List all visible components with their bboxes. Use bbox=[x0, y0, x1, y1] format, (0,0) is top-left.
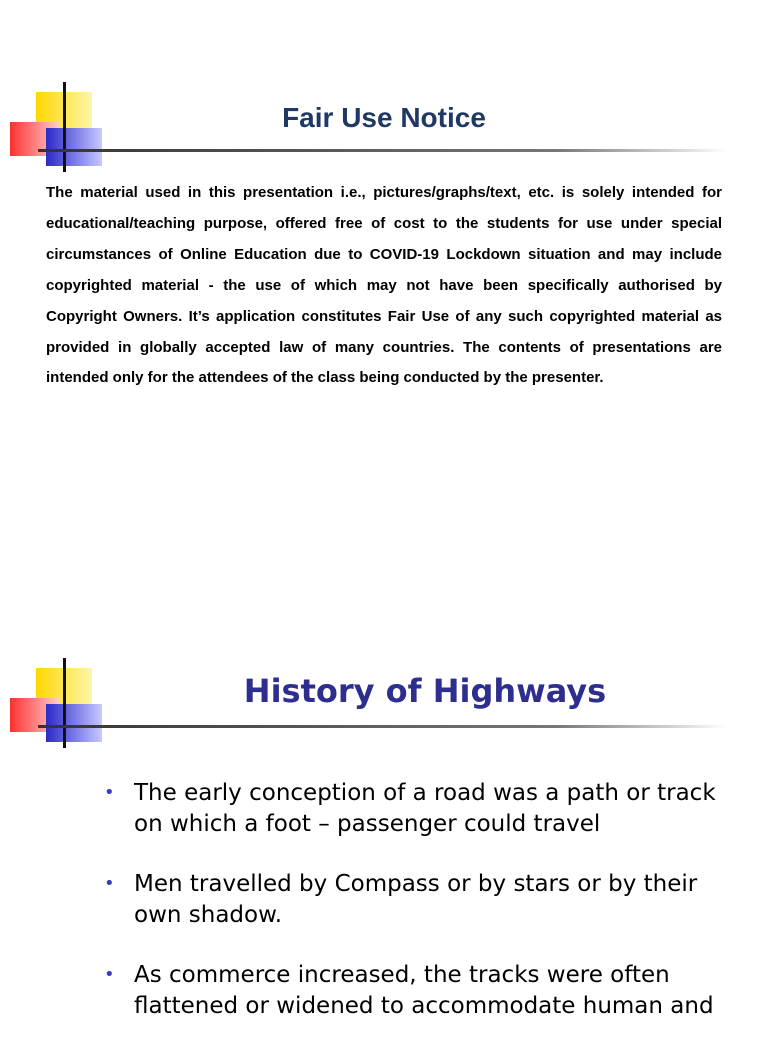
slide-history-of-highways bbox=[0, 600, 768, 1024]
bullet-item bbox=[104, 869, 744, 930]
bullet-dot-icon: • bbox=[104, 782, 115, 803]
bullet-text: Men travelled by Compass or by stars or by their own shadow. bbox=[134, 871, 698, 928]
deco-horizontal-line bbox=[38, 149, 728, 152]
bullet-item bbox=[104, 778, 744, 839]
fair-use-paragraph: The material used in this presentation i.e., pictures/graphs/text, etc. is solely intended for educational/teaching purpose, offered free of cost to the students for use under special circumstances of Online Education due to COVID-19 Lockdown situation and may include copyrighted material - the use of which may not have been specifically authorised by Copyright Owners. It’s application constitutes Fair Use of any such copyrighted material as provided in globally accepted law of many countries. The contents of presentations are intended only for the attendees of the class being conducted by the presenter. bbox=[46, 184, 722, 387]
bullet-list bbox=[104, 778, 744, 1051]
bullet-dot-icon: • bbox=[104, 873, 115, 894]
bullet-item bbox=[104, 960, 744, 1021]
bullet-dot-icon: • bbox=[104, 964, 115, 985]
page-title: Fair Use Notice bbox=[282, 102, 486, 133]
slide-title: History of Highways bbox=[243, 672, 607, 710]
deco-horizontal-line bbox=[38, 725, 728, 728]
slide-decoration-logo bbox=[0, 0, 768, 180]
bullet-text: The early conception of a road was a path or track on which a foot – passenger could travel bbox=[134, 780, 716, 837]
bullet-text: As commerce increased, the tracks were often flattened or widened to accommodate human and bbox=[134, 962, 714, 1019]
